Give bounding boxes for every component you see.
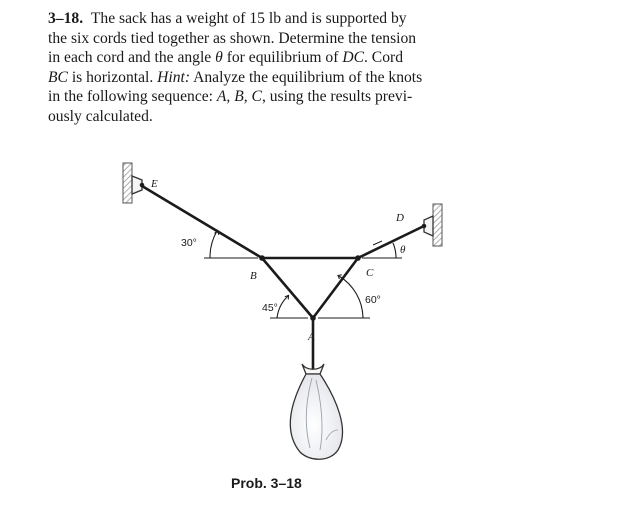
problem-text-segment: . Cord bbox=[364, 49, 403, 67]
label-angle-45: 45° bbox=[262, 302, 278, 314]
cord-AC bbox=[313, 258, 358, 318]
figure-caption: Prob. 3–18 bbox=[231, 475, 302, 491]
cord-CD bbox=[358, 226, 424, 258]
problem-text-segment: ously calculated. bbox=[48, 107, 153, 125]
cord-BE bbox=[142, 186, 262, 258]
label-angle-60: 60° bbox=[365, 294, 381, 306]
cords bbox=[142, 186, 424, 368]
knot-C bbox=[355, 255, 361, 261]
problem-text-segment: for equilibrium of bbox=[222, 49, 343, 67]
label-B: B bbox=[250, 270, 257, 282]
problem-text-segment: , using the results previ- bbox=[261, 88, 413, 106]
problem-text-segment: Analyze the equilibrium of the knots bbox=[190, 68, 423, 86]
problem-italic-symbol: θ bbox=[215, 49, 223, 67]
problem-text-segment: , bbox=[243, 88, 252, 106]
problem-text-segment: in each cord and the angle bbox=[48, 49, 216, 67]
problem-italic-symbol: B bbox=[234, 88, 244, 106]
sack bbox=[290, 364, 342, 459]
problem-italic-symbol: Hint: bbox=[157, 68, 191, 86]
label-angle-30: 30° bbox=[181, 237, 197, 249]
problem-italic-symbol: C bbox=[251, 88, 262, 106]
problem-italic-symbol: DC bbox=[342, 49, 364, 67]
problem-italic-symbol: A bbox=[216, 88, 227, 106]
label-C: C bbox=[366, 267, 374, 279]
problem-text-segment: The sack has a weight of 15 lb and is supported by bbox=[90, 10, 407, 27]
problem-text-segment: in the following sequence: bbox=[48, 88, 217, 106]
label-A: A bbox=[308, 331, 315, 343]
support-E bbox=[123, 163, 144, 203]
knot-A bbox=[310, 315, 316, 321]
label-D: D bbox=[396, 212, 404, 224]
problem-text-segment: the six cords tied together as shown. Determine the tension bbox=[48, 29, 417, 47]
problem-number: 3–18. bbox=[48, 10, 84, 27]
label-E: E bbox=[151, 178, 158, 190]
label-theta: θ bbox=[400, 244, 406, 256]
problem-italic-symbol: BC bbox=[48, 68, 68, 86]
problem-text-segment: , bbox=[226, 88, 235, 106]
knot-B bbox=[259, 255, 265, 261]
problem-text-segment: is horizontal. bbox=[67, 68, 158, 86]
